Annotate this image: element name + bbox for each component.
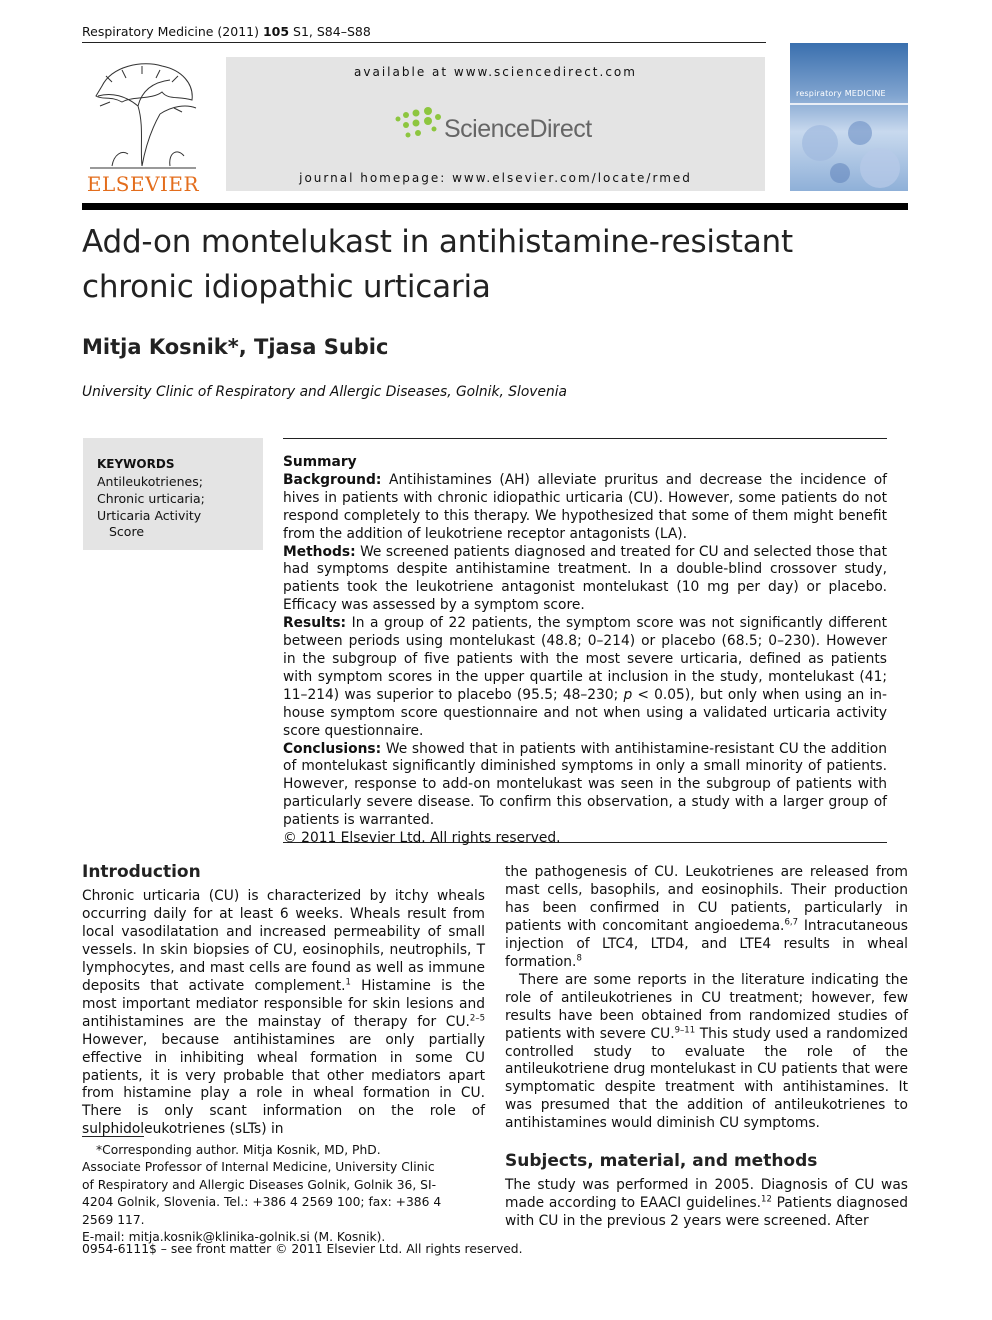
page-footer: 0954-6111$ – see front matter © 2011 Elsevier Ltd. All rights reserved. — [82, 1242, 523, 1256]
right-column — [505, 864, 908, 1231]
summary-background: Background: Antihistamines (AH) alleviate pruritus and decrease the incidence of hives in patients with chronic idiopathic urticaria (CU). However, some patients do not respond completely to this therapy. We hypothesized that some of them might benefit from the addition of leukotriene receptor antagonists (LA). — [283, 471, 887, 542]
keyword-item: Chronic urticaria; — [97, 491, 205, 506]
abstract-summary — [283, 454, 887, 848]
journal-reference: Respiratory Medicine (2011) 105 S1, S84–S88 — [82, 24, 371, 39]
header-rule — [82, 42, 766, 43]
cover-micrograph — [790, 113, 908, 191]
journal-homepage-text: journal homepage: www.elsevier.com/locate/rmed — [299, 171, 692, 185]
sciencedirect-banner — [226, 57, 765, 191]
summary-top-rule — [283, 438, 887, 439]
corresponding-author-footnote — [82, 1142, 442, 1246]
keywords-heading: KEYWORDS — [97, 457, 175, 471]
article-title: Add-on montelukast in antihistamine-resistant chronic idiopathic urticaria — [82, 224, 793, 305]
methods-paragraph: The study was performed in 2005. Diagnosis of CU was made according to EAACI guidelines.$^{12}$ Patients diagnosed with CU in the previous 2 years were screened. After — [505, 1177, 908, 1230]
available-at-text: available at www.sciencedirect.com — [354, 65, 637, 79]
intro-paragraph-2: There are some reports in the literature indicating the role of antileukotrienes in CU treatment; however, few results have been obtained from randomized studies of patients with severe CU.$^{9-11}$ This study used a randomized controlled study to evaluate the role of the antileukotriene drug montelukast in CU patients that were symptomatic despite treatment with antihistamines. It was presumed that the addition of antileukotrienes to antihistamines would diminish CU symptoms. — [505, 971, 908, 1132]
author-affiliation: University Clinic of Respiratory and Allergic Diseases, Golnik, Slovenia — [82, 384, 567, 400]
cover-band — [790, 103, 908, 105]
methods-heading: Subjects, material, and methods — [505, 1151, 818, 1172]
sciencedirect-wordmark: ScienceDirect — [444, 115, 592, 143]
keyword-item: Urticaria Activity — [97, 508, 202, 523]
introduction-paragraph: Chronic urticaria (CU) is characterized by itchy wheals occurring daily for at least 6 weeks. Wheals result from local vasodilatation and increased permeability of small vessels. In skin biopsies of CU, eosinophils, neutrophils, T lymphocytes, and mast cells are found as well as immune deposits that activate complement.$^1$ Histamine is the most important mediator responsible for skin lesions and antihistamines are the mainstay of therapy for CU.$^{2-5}$ However, because antihistamines are only partially effective in inhibiting wheal formation in some CU patients, it is very probable that other mediators apart from histamine play a role in wheal formation in CU. There is only scant information on the role of sulphidoleukotrienes (sLTs) in — [82, 888, 485, 1138]
left-column — [82, 862, 485, 1139]
intro-continued-paragraph: the pathogenesis of CU. Leukotrienes are released from mast cells, basophils, and eosinophils. Their production has been confirmed in CU patients, particularly in patients with concomitant angioedema.$^{6,7}$ Intracutaneous injection of LTC4, LTD4, and LTE4 results in wheal formation.$^8$ — [505, 864, 908, 970]
journal-cover-image — [790, 43, 908, 191]
keyword-item: Antileukotrienes; — [97, 474, 203, 489]
footnote-email: E-mail: mitja.kosnik@klinika-golnik.si (M. Kosnik). — [82, 1230, 386, 1245]
article-authors: Mitja Kosnik*, Tjasa Subic — [82, 335, 389, 359]
summary-copyright: © 2011 Elsevier Ltd. All rights reserved. — [283, 830, 561, 847]
elsevier-wordmark: ELSEVIER — [86, 172, 200, 196]
summary-methods: Methods: We screened patients diagnosed and treated for CU and selected those that had symptoms despite antihistamine treatment. In a double-blind crossover study, patients took the leukotriene antagonist montelukast (10 mg per day) or placebo. Efficacy was assessed by a symptom score. — [283, 543, 887, 614]
title-rule — [82, 203, 908, 210]
summary-results: Results: In a group of 22 patients, the symptom score was not significantly different between periods using montelukast (48.8; 0–214) or placebo (68.5; 0–230). However in the subgroup of five patients with the most severe urticaria, defined as patients with symptom scores in the upper quartile at inclusion in the study, montelukast (41; 11–214) was superior to placebo (95.5; 48–230; p < 0.05), but only when using an in-house symptom score questionnaire and not when using a validated urticaria activity score questionnaire. — [283, 615, 888, 739]
cover-title: respiratory MEDICINE — [796, 89, 886, 98]
footnote-author: *Corresponding author. Mitja Kosnik, MD, PhD. Associate Professor of Internal Medicine, University Clinic of Respiratory and Allergic Diseases Golnik, Golnik 36, SI-4204 Golnik, Slovenia. Tel.: +386 4 2569 100; fax: +386 4 2569 117. — [82, 1143, 442, 1227]
summary-heading: Summary — [283, 454, 357, 470]
summary-bottom-rule — [283, 842, 887, 843]
keyword-item: Score — [109, 524, 145, 539]
keywords-box — [83, 438, 263, 550]
introduction-heading: Introduction — [82, 862, 201, 882]
summary-conclusions: Conclusions: We showed that in patients with antihistamine-resistant CU the addition of montelukast significantly diminished symptoms in only a small minority of patients. However, response to add-on montelukast was seen in the subgroup of patients with particularly severe disease. To confirm this observation, a study with a larger group of patients is warranted. — [283, 740, 887, 829]
footnote-rule — [82, 1136, 144, 1137]
